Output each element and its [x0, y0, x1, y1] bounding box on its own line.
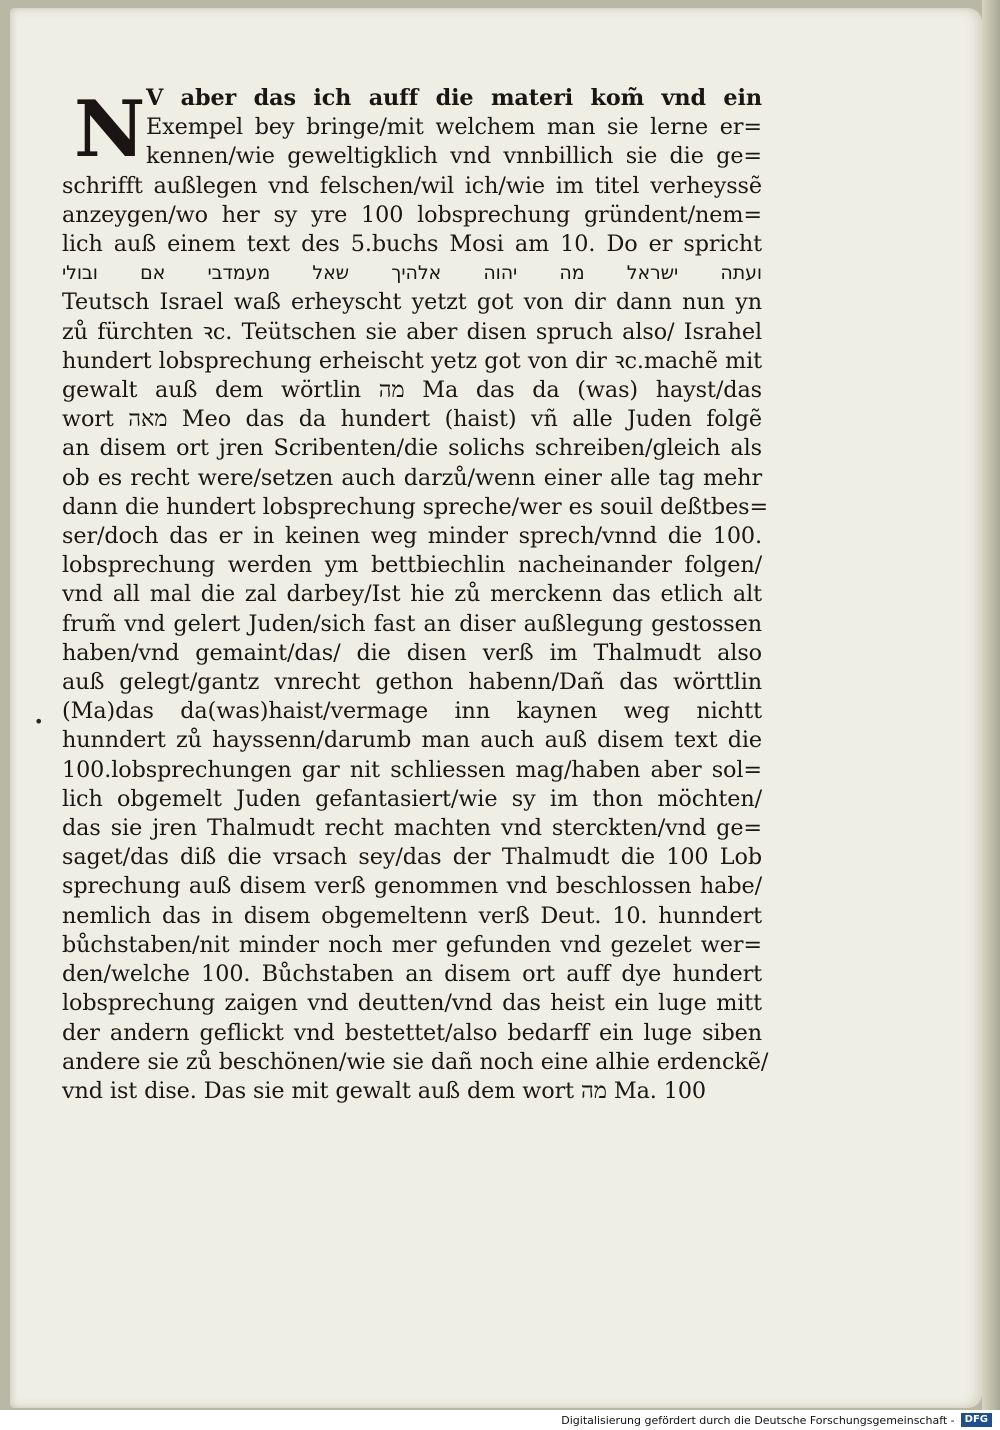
- text-line: anzeygen/wo her sy yre 100 lobsprechung gründent/nem=: [62, 201, 762, 228]
- margin-mark: •: [34, 712, 44, 731]
- text-line: nemlich das in disem obgemeltenn verß Deut. 10. hunndert: [62, 902, 762, 929]
- text-line: V aber das ich auff die materi kom̃ vnd ein: [146, 85, 762, 111]
- text-line: lich auß einem text des 5.buchs Mosi am 10. Do er spricht: [62, 231, 762, 258]
- text-line: an disem ort jren Scribenten/die solichs schreiben/gleich als: [62, 435, 762, 462]
- text-line: auß gelegt/gantz vnrecht gethon habenn/Dañ das wörttlin: [62, 669, 762, 696]
- text-line: ser/doch das er in keinen weg minder sprech/vnnd die 100.: [62, 523, 762, 550]
- text-line: vnd ist dise. Das sie mit gewalt auß dem wort מה Ma. 100: [62, 1077, 707, 1104]
- text-line: lich obgemelt Juden gefantasiert/wie sy im thon möchten/: [62, 785, 762, 812]
- text-line: bůchstaben/nit minder noch mer gefunden vnd gezelet wer=: [62, 931, 762, 958]
- text-line: haben/vnd gemaint/das/ die disen verß im Thalmudt also: [62, 639, 762, 666]
- text-line: hundert lobsprechung erheischt yetz got von dir ꝛc.machẽ mit: [62, 347, 762, 374]
- text-line: hunndert zů hayssenn/darumb man auch auß disem text die: [62, 727, 762, 754]
- drop-cap-letter: N: [74, 84, 146, 175]
- text-line: (Ma)das da(was)haist/vermage inn kaynen weg nichtt: [62, 698, 762, 725]
- dfg-logo: DFG: [961, 1413, 992, 1427]
- text-line: vnd all mal die zal darbey/Ist hie zů merckenn das etlich alt: [62, 581, 762, 608]
- page-text: [62, 84, 769, 1106]
- text-line: lobsprechung zaigen vnd deutten/vnd das heist ein luge mitt: [62, 990, 762, 1017]
- text-line: Teutsch Israel waß erheyscht yetzt got von dir dann nun yn: [62, 289, 762, 316]
- text-line: ob es recht were/setzen auch darzů/wenn einer alle tag mehr: [62, 464, 762, 491]
- text-line: sprechung auß disem verß genommen vnd beschlossen habe/: [62, 873, 762, 900]
- text-line: der andern geflickt vnd bestettet/also bedarff ein luge siben: [62, 1019, 762, 1046]
- footer-credit: [561, 1411, 992, 1429]
- hebrew-line: ועתה ישראל מה יהוה אלהיך שאל מעמדבי אם ובולי: [62, 262, 762, 285]
- text-line: das sie jren Thalmudt recht machten vnd sterckten/vnd ge=: [62, 815, 762, 842]
- text-line: schrifft außlegen vnd felschen/wil ich/wie im titel verheyssẽ: [62, 172, 762, 199]
- page-edge: [982, 0, 1000, 1410]
- text-line: lobsprechung werden ym bettbiechlin nacheinander folgen/: [62, 552, 762, 579]
- text-line: Exempel bey bringe/mit welchem man sie lerne er=: [146, 114, 762, 141]
- text-line: zů fürchten ꝛc. Teütschen sie aber disen spruch also/ Israhel: [62, 318, 762, 345]
- text-line: saget/das diß die vrsach sey/das der Thalmudt die 100 Lob: [62, 844, 762, 871]
- text-line: dann die hundert lobsprechung spreche/wer es souil deßtbes=: [62, 493, 769, 520]
- text-line: den/welche 100. Bůchstaben an disem ort auff dye hundert: [62, 961, 762, 988]
- funding-credit-text: Digitalisierung gefördert durch die Deutsche Forschungsgemeinschaft -: [561, 1413, 955, 1427]
- text-line: andere sie zů beschönen/wie sie dañ noch eine alhie erdenckẽ/: [62, 1048, 769, 1075]
- text-line: kennen/wie geweltigklich vnd vnnbillich sie die ge=: [146, 143, 762, 170]
- text-line: frum̃ vnd gelert Juden/sich fast an diser außlegung gestossen: [62, 610, 762, 637]
- text-line: wort מאה Meo das da hundert (haist) vñ alle Juden folgẽ: [62, 406, 762, 433]
- text-line: 100.lobsprechungen gar nit schliessen mag/haben aber sol=: [62, 756, 762, 783]
- text-line: gewalt auß dem wörtlin מה Ma das da (was) hayst/das: [62, 377, 762, 404]
